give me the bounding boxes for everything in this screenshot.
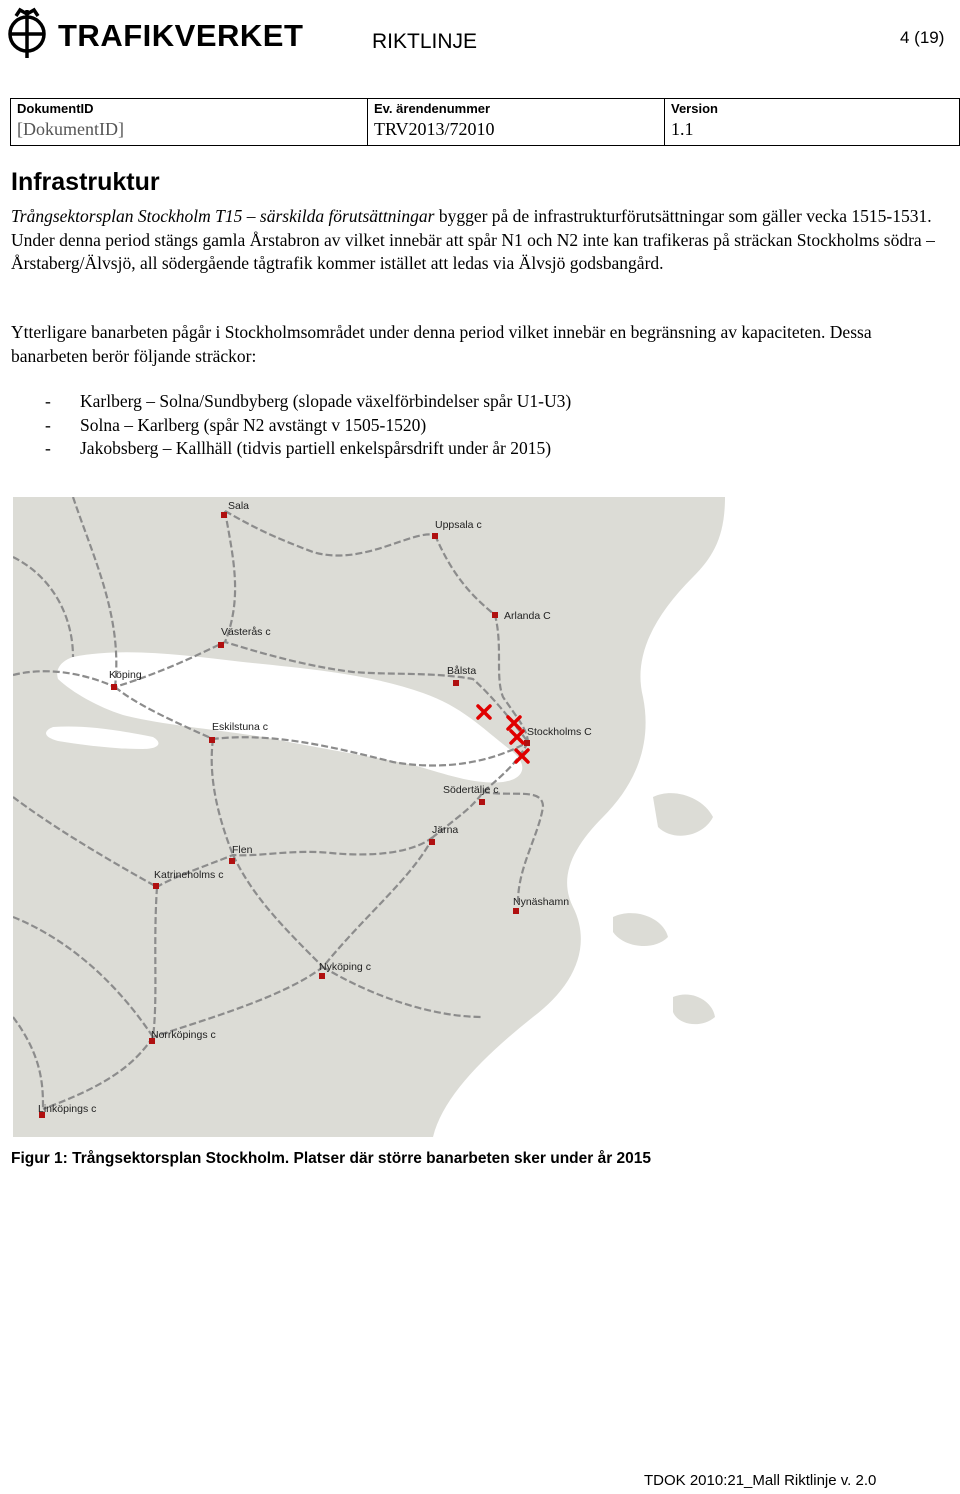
svg-text:Bålsta: Bålsta — [447, 665, 477, 677]
svg-text:Arlanda C: Arlanda C — [504, 610, 551, 622]
meta-doc-id-label: DokumentID — [17, 101, 94, 116]
crown-emblem-icon — [10, 10, 44, 58]
svg-text:Katrineholms c: Katrineholms c — [154, 869, 224, 881]
svg-text:Nynäshamn: Nynäshamn — [513, 896, 570, 908]
meta-doc-id-value: [DokumentID] — [17, 119, 124, 139]
svg-text:Uppsala c: Uppsala c — [435, 519, 482, 531]
railway-map — [13, 497, 725, 1137]
page-footer: TDOK 2010:21_Mall Riktlinje v. 2.0 — [644, 1472, 877, 1489]
svg-text:Norrköpings c: Norrköpings c — [151, 1029, 216, 1041]
svg-text:Järna: Järna — [432, 824, 459, 836]
svg-text:Eskilstuna c: Eskilstuna c — [212, 721, 269, 733]
meta-case-label: Ev. ärendenummer — [374, 101, 491, 116]
page-number: 4 (19) — [900, 28, 945, 47]
paragraph-intro-text: bygger på de infrastrukturförutsättningar som gäller vecka 1515-1531. Under denna period stängs gamla Årstabron av vilket innebär att spår N1 och N2 inte kan trafikeras på sträckan Stockholms södra – Årstaberg/Älvsjö, all södergående tågtrafik kommer istället att ledas via Älvsjö godsbangård. — [11, 206, 935, 273]
figure-caption: Figur 1: Trångsektorsplan Stockholm. Platser där större banarbeten sker under år 2015 — [11, 1150, 652, 1167]
meta-version-value: 1.1 — [671, 119, 694, 139]
plan-title-italic: Trångsektorsplan Stockholm T15 – särskilda förutsättningar — [11, 206, 435, 226]
meta-version-label: Version — [671, 101, 718, 116]
svg-text:Stockholms C: Stockholms C — [527, 726, 592, 738]
svg-text:Köping: Köping — [109, 669, 142, 681]
meta-case-value: TRV2013/72010 — [374, 119, 495, 139]
svg-text:Södertälje c: Södertälje c — [443, 784, 499, 796]
svg-text:Linköpings c: Linköpings c — [38, 1103, 97, 1115]
paragraph-works: Ytterligare banarbeten pågår i Stockholmsområdet under denna period vilket innebär en begränsning av kapaciteten. Dessa banarbeten berör följande sträckor: — [11, 322, 872, 366]
svg-text:Nyköping c: Nyköping c — [319, 961, 371, 973]
meta-case-cell — [367, 99, 665, 145]
document-meta-table — [10, 98, 960, 146]
meta-doc-id-cell — [11, 99, 367, 145]
document-type: RIKTLINJE — [372, 30, 478, 53]
paragraph-intro — [11, 205, 951, 276]
svg-text:Flen: Flen — [232, 844, 253, 856]
meta-version-cell — [664, 99, 959, 145]
section-heading: Infrastruktur — [11, 168, 160, 196]
svg-text:Västerås c: Västerås c — [221, 626, 271, 638]
svg-text:Sala: Sala — [228, 500, 250, 512]
logo-wordmark: TRAFIKVERKET — [58, 18, 304, 53]
